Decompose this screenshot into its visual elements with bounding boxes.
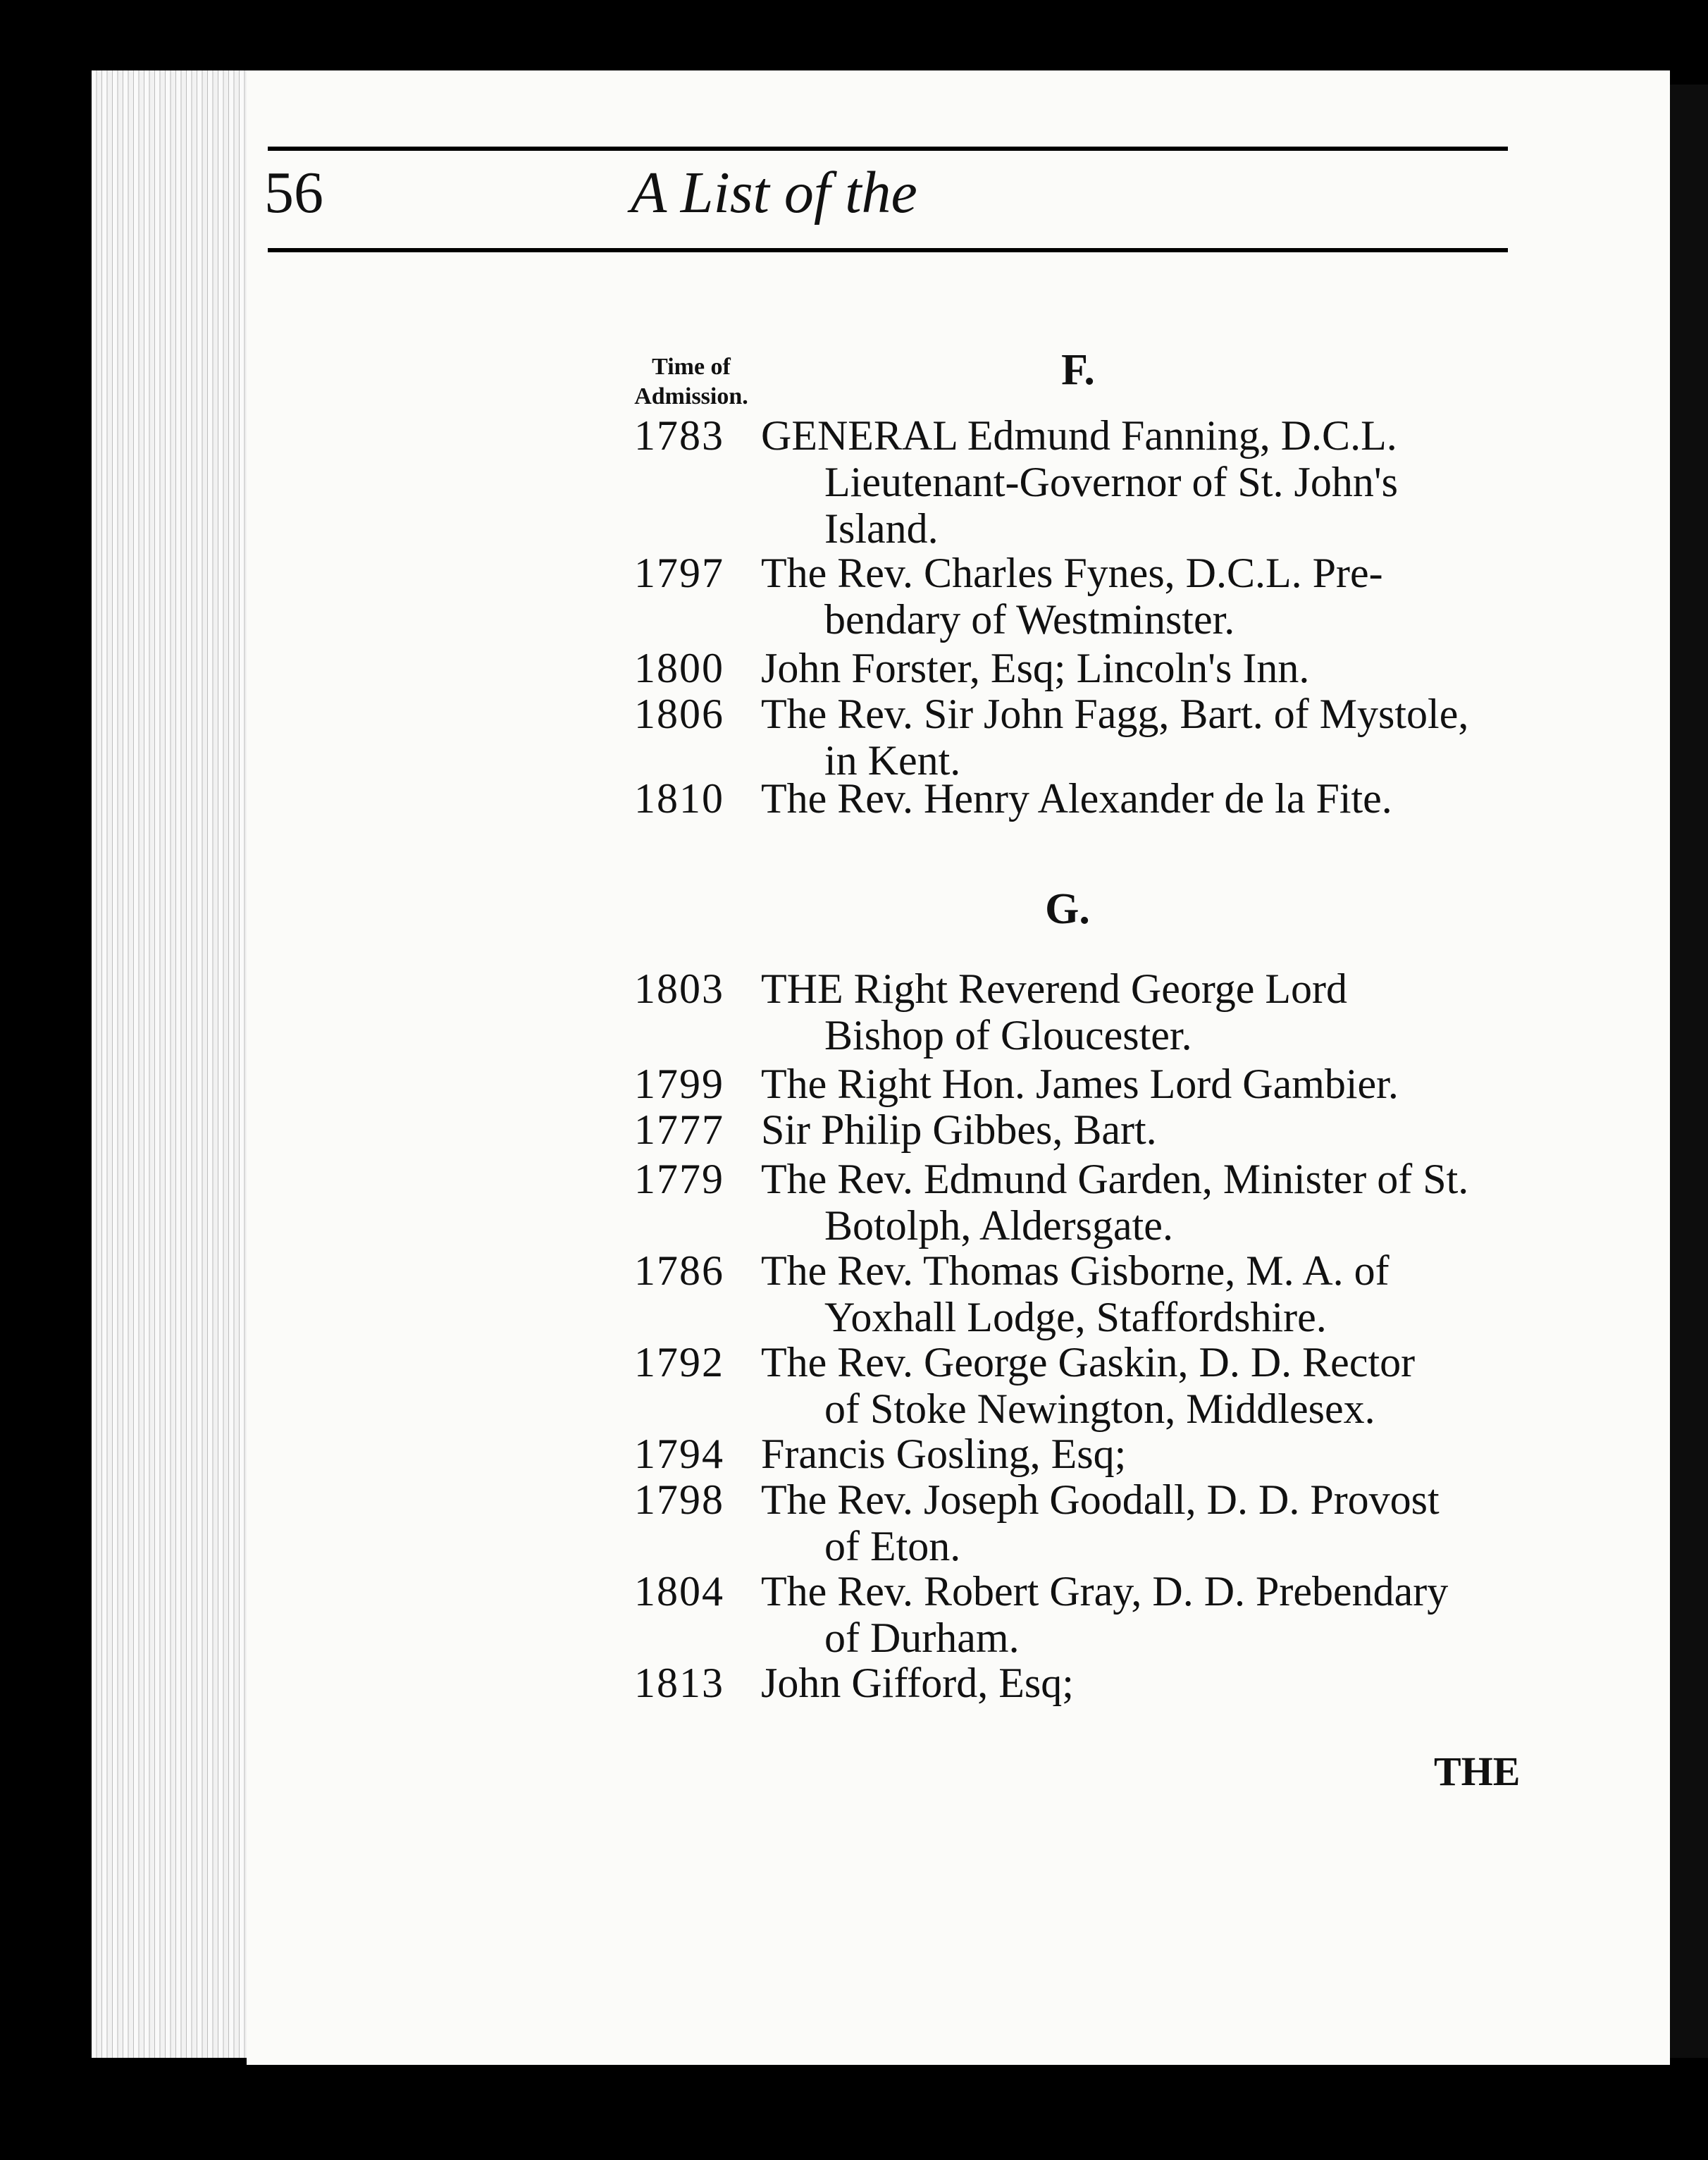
entry-line: Island. (824, 505, 939, 552)
facing-page-edge (1670, 85, 1708, 2058)
catchword: THE (1434, 1748, 1521, 1794)
column-heading (631, 352, 751, 412)
admission-year: 1804 (634, 1568, 724, 1615)
entry-line: Lieutenant-Governor of St. John's (824, 459, 1398, 505)
entry-line: The Right Hon. James Lord Gambier. (761, 1061, 1399, 1107)
entry-line: John Gifford, Esq; (761, 1660, 1074, 1706)
entry-text (761, 1247, 1522, 1340)
admission-year: 1803 (634, 965, 724, 1012)
page-number: 56 (264, 160, 323, 226)
column-heading-line: Admission. (634, 383, 748, 409)
admission-year: 1806 (634, 691, 724, 737)
header-rule-top (268, 147, 1508, 151)
book-spine-page-edges (92, 70, 249, 2058)
entry-text (761, 1156, 1522, 1249)
column-heading-line: Time of (652, 354, 731, 380)
admission-year: 1792 (634, 1339, 724, 1386)
entry-line: The Rev. Charles Fynes, D.C.L. Pre- (761, 550, 1383, 596)
section-letter-f: F. (1061, 346, 1095, 394)
admission-year: 1798 (634, 1476, 724, 1523)
entry-text (761, 775, 1522, 822)
admission-year: 1800 (634, 645, 724, 691)
entry-line: of Stoke Newington, Middlesex. (824, 1386, 1375, 1432)
entry-text (761, 645, 1522, 691)
entry-line: GENERAL Edmund Fanning, D.C.L. (761, 412, 1397, 459)
entry-line: John Forster, Esq; Lincoln's Inn. (761, 645, 1310, 691)
section-letter-g: G. (1045, 885, 1090, 933)
header-rule-bottom (268, 248, 1508, 252)
admission-year: 1777 (634, 1106, 724, 1153)
admission-year: 1810 (634, 775, 724, 822)
entry-text (761, 412, 1522, 552)
entry-line: in Kent. (824, 737, 961, 784)
entry-line: THE Right Reverend George Lord (761, 965, 1348, 1012)
admission-year: 1779 (634, 1156, 724, 1202)
running-header (264, 159, 1518, 243)
entry-line: The Rev. Henry Alexander de la Fite. (761, 775, 1392, 822)
entry-line: Yoxhall Lodge, Staffordshire. (824, 1294, 1327, 1340)
entry-text (761, 550, 1522, 643)
entry-text (761, 1568, 1522, 1661)
entry-text (761, 1106, 1522, 1153)
entry-line: The Rev. Edmund Garden, Minister of St. (761, 1156, 1469, 1202)
entry-line: Francis Gosling, Esq; (761, 1431, 1127, 1477)
entry-line: bendary of Westminster. (824, 596, 1235, 643)
admission-year: 1797 (634, 550, 724, 596)
entry-line: The Rev. Thomas Gisborne, M. A. of (761, 1247, 1390, 1294)
entry-text (761, 1431, 1522, 1477)
admission-year: 1783 (634, 412, 724, 459)
entry-line: of Eton. (824, 1523, 961, 1569)
entry-line: The Rev. Joseph Goodall, D. D. Provost (761, 1476, 1440, 1523)
entry-text (761, 691, 1522, 784)
entry-text (761, 1476, 1522, 1569)
admission-year: 1799 (634, 1061, 724, 1107)
entry-line: of Durham. (824, 1615, 1020, 1661)
entry-line: The Rev. Sir John Fagg, Bart. of Mystole, (761, 691, 1469, 737)
entry-line: Botolph, Aldersgate. (824, 1202, 1173, 1249)
entry-text (761, 1660, 1522, 1706)
entry-line: Bishop of Gloucester. (824, 1012, 1192, 1059)
entry-text (761, 1339, 1522, 1432)
running-title: A List of the (631, 160, 917, 226)
entry-text (761, 1061, 1522, 1107)
entry-line: Sir Philip Gibbes, Bart. (761, 1106, 1157, 1153)
entry-line: The Rev. George Gaskin, D. D. Rector (761, 1339, 1416, 1386)
entry-text (761, 965, 1522, 1059)
admission-year: 1794 (634, 1431, 724, 1477)
entry-line: The Rev. Robert Gray, D. D. Prebendary (761, 1568, 1449, 1615)
admission-year: 1813 (634, 1660, 724, 1706)
admission-year: 1786 (634, 1247, 724, 1294)
